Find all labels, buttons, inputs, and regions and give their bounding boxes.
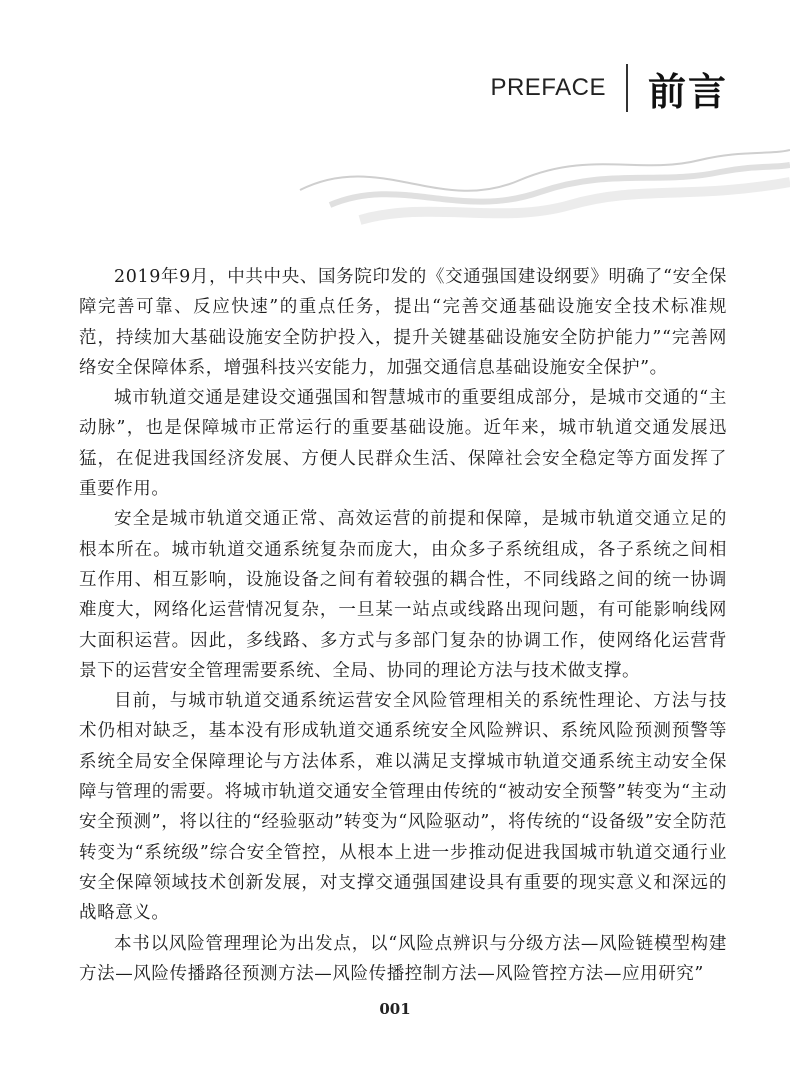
paragraph-2: 城市轨道交通是建设交通强国和智慧城市的重要组成部分，是城市交通的“主动脉”，也是保障城市正常运行的重要基础设施。近年来，城市轨道交通发展迅猛，在促进我国经济发展、方便人民群众生活、保障社会安全稳定等方面发挥了重要作用。: [79, 388, 727, 500]
page-header: [490, 58, 728, 118]
paragraph-3: 安全是城市轨道交通正常、高效运营的前提和保障，是城市轨道交通立足的根本所在。城市轨道交通系统复杂而庞大，由众多子系统组成，各子系统之间相互作用、相互影响，设施设备之间有着较强的耦合性，不同线路之间的统一协调难度大，网络化运营情况复杂，一旦某一站点或线路出现问题，有可能影响线网大面积运营。因此，多线路、多方式与多部门复杂的协调工作，使网络化运营背景下的运营安全管理需要系统、全局、协同的理论方法与技术做支撑。: [79, 509, 727, 681]
header-title-en: PREFACE: [490, 74, 606, 101]
header-divider: [626, 64, 628, 112]
paragraph-1: 2019年9月，中共中央、国务院印发的《交通强国建设纲要》明确了“安全保障完善可靠、反应快速”的重点任务，提出“完善交通基础设施安全技术标准规范，持续加大基础设施安全防护投入，提升关键基础设施安全防护能力”“完善网络安全保障体系，增强科技兴安能力，加强交通信息基础设施安全保护”。: [79, 267, 727, 378]
preface-body: [79, 262, 727, 989]
decorative-wave: [0, 120, 790, 230]
paragraph-5: 本书以风险管理理论为出发点，以“风险点辨识与分级方法—风险链模型构建方法—风险传播路径预测方法—风险传播控制方法—风险管控方法—应用研究”: [79, 933, 727, 984]
header-title-cn: 前言: [647, 68, 728, 114]
page-number: 001: [379, 1000, 411, 1018]
paragraph-4: 目前，与城市轨道交通系统运营安全风险管理相关的系统性理论、方法与技术仍相对缺乏，基本没有形成轨道交通系统安全风险辨识、系统风险预测预警等系统全局安全保障理论与方法体系，难以满足支撑城市轨道交通系统主动安全保障与管理的需要。将城市轨道交通安全管理由传统的“被动安全预警”转变为“主动安全预测”，将以往的“经验驱动”转变为“风险驱动”，将传统的“设备级”安全防范转变为“系统级”综合安全管控，从根本上进一步推动促进我国城市轨道交通行业安全保障领域技术创新发展，对支撑交通强国建设具有重要的现实意义和深远的战略意义。: [79, 691, 727, 924]
